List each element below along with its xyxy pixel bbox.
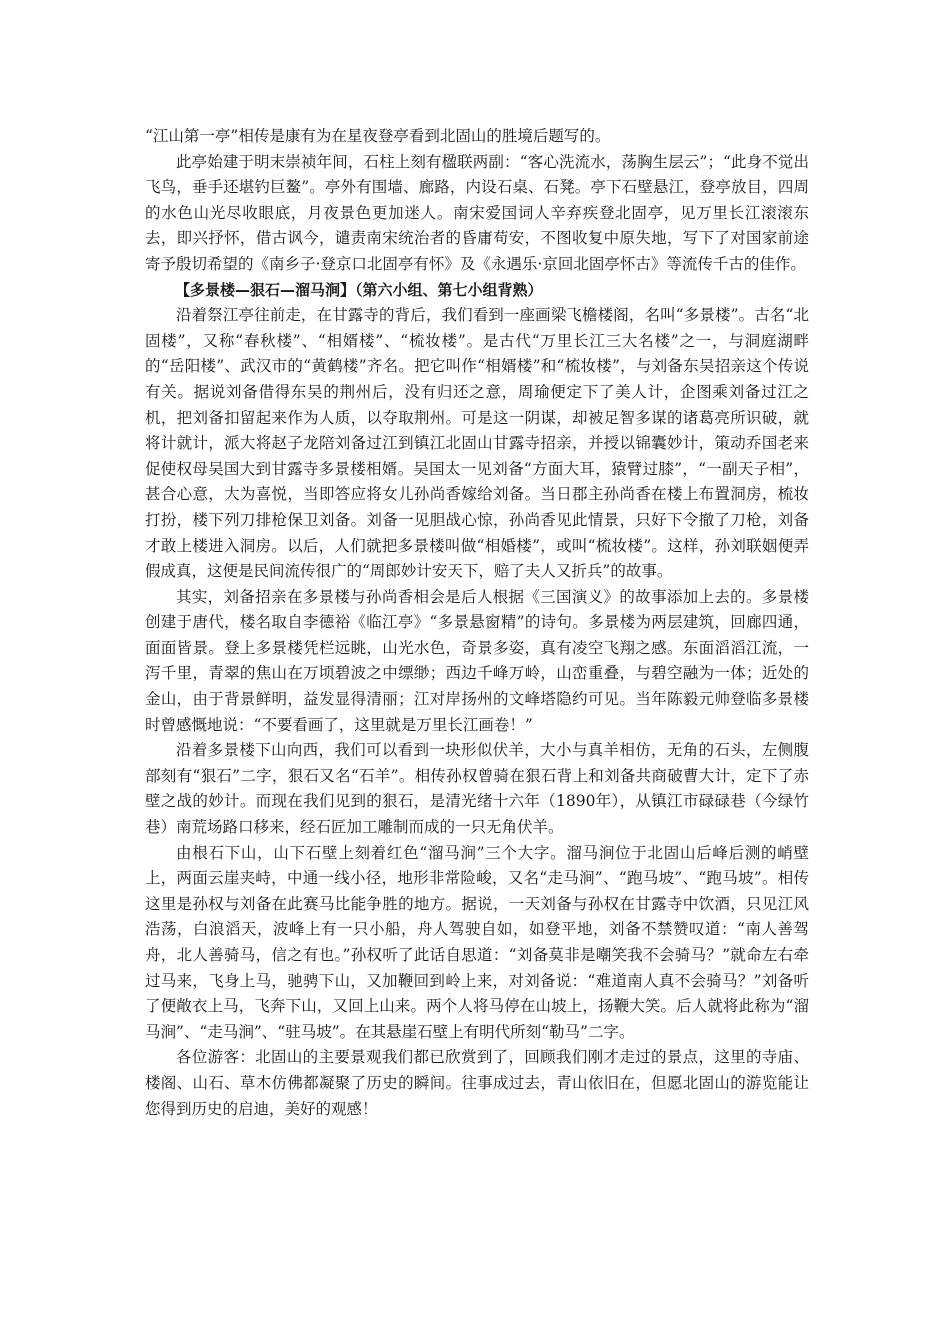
paragraph-pavilion-history: 此亭始建于明末崇祯年间，石柱上刻有楹联两副：“客心洗流水，荡胸生层云”；“此身不觉出飞鸟，垂手还堪钓巨鳌”。亭外有围墙、廊路，内设石桌、石凳。亭下石壁悬江，登亭放目，四周的水色山光尽收眼底，月夜景色更加迷人。南宋爱国词人辛弃疾登北固亭，见万里长江滚滚东去，即兴抒怀，借古讽今，谴责南宋统治者的昏庸苟安，不图收复中原失地，写下了对国家前途寄予殷切希望的《南乡子·登京口北固亭有怀》及《永遇乐·京回北固亭怀古》等流传千古的佳作。 [145,152,809,273]
paragraph-duojing-tower: 沿着祭江亭往前走，在甘露寺的背后，我们看到一座画梁飞檐楼阁，名叫“多景楼”。古名“北固楼”，又称“春秋楼”、“相婿楼”、“梳妆楼”。是古代“万里长江三大名楼”之一，与洞庭湖畔的“岳阳楼”、武汉市的“黄鹤楼”齐名。把它叫作“相婿楼”和“梳妆楼”，与刘备东吴招亲这个传说有关。据说刘备借得东吴的荆州后，没有归还之意，周瑜便定下了美人计，企图乘刘备过江之机，把刘备扣留起来作为人质，以夺取荆州。可是这一阴谋，却被足智多谋的诸葛亮所识破，就将计就计，派大将赵子龙陪刘备过江到镇江北固山甘露寺招亲，并授以锦囊妙计，策动乔国老来促使权母吴国大到甘露寺多景楼相婿。吴国太一见刘备“方面大耳，猿臂过膝”，“一副天子相”，甚合心意，大为喜悦，当即答应将女儿孙尚香嫁给刘备。当日郡主孙尚香在楼上布置洞房，梳妆打扮，楼下列刀排枪保卫刘备。刘备一见胆战心惊，孙尚香见此情景，只好下令撤了刀枪，刘备才敢上楼进入洞房。以后，人们就把多景楼叫做“相婚楼”，或叫“梳妆楼”。这样，孙刘联姻便弄假成真，这便是民间流传很广的“周郎妙计安天下，赔了夫人又折兵”的故事。 [145,306,809,581]
document-page [145,124,809,1122]
paragraph-pavilion-inscription: “江山第一亭”相传是康有为在星夜登亭看到北固山的胜境后题写的。 [145,127,611,145]
section-heading: 【多景楼—狠石—溜马涧】（第六小组、第七小组背熟） [175,280,543,299]
paragraph-liuma-jian: 由根石下山，山下石壁上刻着红色“溜马涧”三个大字。溜马涧位于北固山后峰后测的峭壁上，两面云崖夹峙，中通一线小径，地形非常险峻，又名“走马涧”、“跑马坡”、“跑马坡”。相传这里是孙权与刘备在此赛马比能争胜的地方。据说，一天刘备与孙权在甘露寺中饮酒，只见江风浩荡，白浪滔天，波峰上有一只小船，舟人驾驶自如，如登平地，刘备不禁赞叹道：“南人善驾舟，北人善骑马，信之有也。”孙权听了此话自思道：“刘备莫非是嘲笑我不会骑马？”就命左右牵过马来，飞身上马，驰骋下山，又加鞭回到岭上来，对刘备说：“难道南人真不会骑马？”刘备听了便敞衣上马，飞奔下山，又回上山来。两个人将马停在山坡上，扬鞭大笑。后人就将此称为“溜马涧”、“走马涧”、“驻马坡”。在其悬崖石壁上有明代所刻“勒马”二字。 [145,843,809,1041]
paragraph-tower-history: 其实，刘备招亲在多景楼与孙尚香相会是后人根据《三国演义》的故事添加上去的。多景楼创建于唐代，楼名取自李德裕《临江亭》“多景悬窗精”的诗句。多景楼为两层建筑，回廊四通，面面皆景。登上多景楼凭栏远眺，山光水色，奇景多姿，真有凌空飞翔之感。东面滔滔江流，一泻千里，青翠的焦山在万顷碧波之中缥缈；西边千峰万岭，山峦重叠，与碧空融为一体；近处的金山，由于背景鲜明，益发显得清丽；江对岸扬州的文峰塔隐约可见。当年陈毅元帅登临多景楼时曾感慨地说：“不要看画了，这里就是万里长江画卷！” [145,587,809,734]
paragraph-hen-stone: 沿着多景楼下山向西，我们可以看到一块形似伏羊，大小与真羊相仿，无角的石头，左侧腹部刻有“狠石”二字，狠石又名“石羊”。相传孙权曾骑在狠石背上和刘备共商破曹大计，定下了赤壁之战的妙计。而现在我们见到的狠石，是清光绪十六年（1890年），从镇江市碌碌巷（今绿竹巷）南荒场路口移来，经石匠加工雕制而成的一只无角伏羊。 [145,741,809,837]
paragraph-closing: 各位游客：北固山的主要景观我们都已欣赏到了，回顾我们刚才走过的景点，这里的寺庙、楼阁、山石、草木仿佛都凝聚了历史的瞬间。往事成过去，青山依旧在，但愿北固山的游览能让您得到历史的启迪，美好的观感！ [145,1048,809,1118]
